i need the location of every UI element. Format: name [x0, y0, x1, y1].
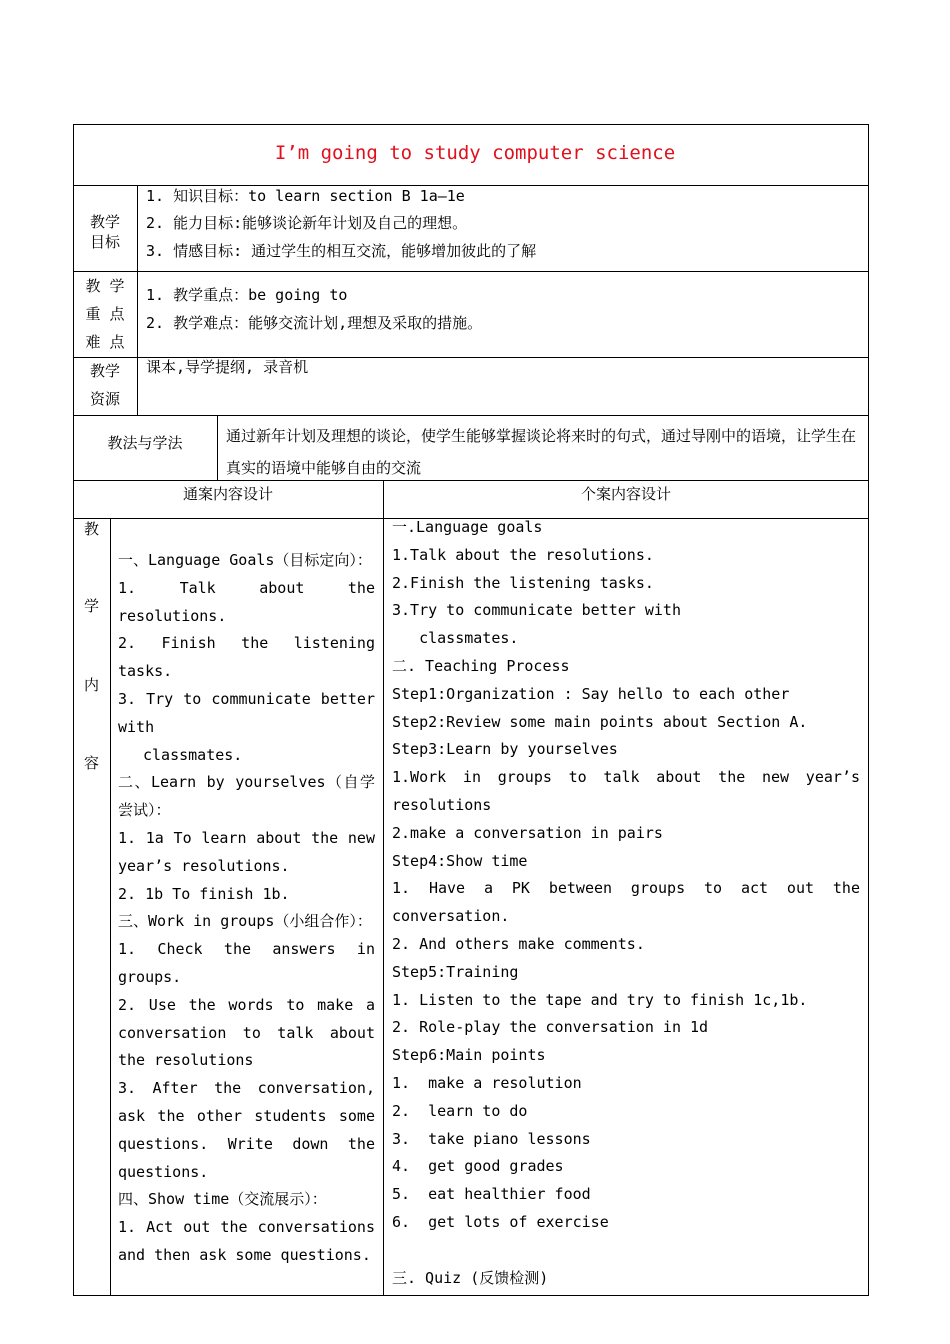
individual-line: Step2:Review some main points about Section A. — [392, 712, 808, 731]
resources-text: 课本,导学提纲, 录音机 — [146, 358, 309, 376]
common-content-list — [118, 547, 375, 1270]
individual-line: 二. Teaching Process — [392, 656, 570, 675]
individual-line: 2. learn to do — [392, 1101, 528, 1120]
methods-text: 通过新年计划及理想的谈论，使学生能够掌握谈论将来时的句式，通过导刚中的语境，让学生在真实的语境中能够自由的交流 — [226, 427, 857, 477]
common-line: 1. Talk about the resolutions. — [118, 578, 375, 625]
key-point-item: 1. 教学重点：be going to — [146, 286, 348, 304]
individual-line: 6. get lots of exercise — [392, 1212, 609, 1231]
common-line: 1. Act out the conversations and then ask some questions. — [118, 1218, 375, 1264]
side-label-char: 内 — [84, 676, 100, 694]
key-points-label-line: 重 点 — [85, 305, 125, 323]
common-line: 四、Show time（交流展示）： — [118, 1190, 327, 1209]
individual-line: 3. take piano lessons — [392, 1129, 591, 1148]
individual-line: 2.make a conversation in pairs — [392, 823, 663, 842]
goals-label — [73, 212, 137, 252]
individual-line: Step4:Show time — [392, 851, 528, 870]
individual-line: Step6:Main points — [392, 1046, 546, 1065]
individual-line — [392, 1237, 860, 1265]
common-line: 三、Work in groups（小组合作）： — [118, 912, 372, 931]
common-line: 2. Use the words to make a conversation to talk about the resolutions — [118, 995, 375, 1070]
goal-item: 3. 情感目标: 通过学生的相互交流，能够增加彼此的了解 — [146, 242, 537, 260]
goals-label-line: 目标 — [89, 233, 120, 251]
individual-line: 3.Try to communicate better with — [392, 601, 681, 620]
key-points-label-line: 教 学 — [85, 277, 125, 295]
individual-line: Step5:Training — [392, 962, 519, 981]
common-line: 3. After the conversation, ask the other students some questions. Write down the questions. — [118, 1079, 375, 1181]
common-line: 2. Finish the listening tasks. — [118, 634, 375, 681]
individual-line: 2. And others make comments. — [392, 934, 645, 953]
individual-line: 三. Quiz (反馈检测) — [392, 1268, 549, 1287]
individual-line: 1. Listen to the tape and try to finish 1c,1b. — [392, 990, 808, 1009]
col-divider — [137, 185, 138, 415]
individual-line: 2. Role-play the conversation in 1d — [392, 1018, 709, 1037]
individual-content-list — [392, 514, 860, 1292]
individual-line: 1.Talk about the resolutions. — [392, 545, 654, 564]
individual-line: 1. Have a PK between groups to act out the conversation. — [392, 879, 860, 926]
methods-label: 教法与学法 — [107, 434, 183, 452]
col-divider — [383, 480, 384, 1296]
side-label-char: 学 — [84, 597, 100, 615]
common-line: 2. 1b To finish 1b. — [118, 884, 290, 903]
row-divider — [73, 415, 869, 416]
page-title: I’m going to study computer science — [274, 142, 676, 164]
key-point-item: 2. 教学难点：能够交流计划,理想及采取的措施。 — [146, 314, 483, 332]
goal-item: 2. 能力目标:能够谈论新年计划及自己的理想。 — [146, 214, 468, 232]
individual-line: 1.Work in groups to talk about the new year’s resolutions — [392, 768, 860, 814]
individual-line: Step3:Learn by yourselves — [392, 740, 618, 759]
individual-design-header: 个案内容设计 — [580, 485, 671, 503]
key-points-label-line: 难 点 — [85, 333, 125, 351]
side-label-char: 教 — [84, 520, 100, 538]
individual-line: 5. eat healthier food — [392, 1185, 591, 1204]
individual-line: classmates. — [392, 629, 519, 648]
goals-label-line: 教学 — [89, 213, 120, 231]
goal-item: 1. 知识目标：to learn section B 1a—1e — [146, 187, 465, 205]
individual-line: Step1:Organization : Say hello to each other — [392, 684, 790, 703]
col-divider — [217, 415, 218, 480]
common-line: 1. 1a To learn about the new year’s resolutions. — [118, 828, 375, 875]
common-line: 一、Language Goals（目标定向）： — [118, 551, 372, 569]
individual-line: 4. get good grades — [392, 1157, 564, 1176]
individual-line: 2.Finish the listening tasks. — [392, 573, 654, 592]
individual-line: 一.Language goals — [392, 518, 543, 536]
common-line: classmates. — [143, 745, 243, 764]
common-line: 1. Check the answers in groups. — [118, 940, 375, 986]
individual-line: 1. make a resolution — [392, 1073, 582, 1092]
resources-label-line: 教学 — [89, 362, 120, 380]
resources-label — [73, 357, 137, 413]
common-line: 3. Try to communicate better with — [118, 689, 375, 736]
common-line: 二、Learn by yourselves（自学尝试）： — [118, 773, 375, 820]
row-divider — [73, 271, 869, 272]
common-design-header: 通案内容设计 — [182, 485, 273, 503]
side-label-char: 容 — [84, 754, 100, 772]
col-divider — [110, 518, 111, 1296]
resources-label-line: 资源 — [89, 390, 120, 408]
key-points-label — [73, 272, 137, 356]
